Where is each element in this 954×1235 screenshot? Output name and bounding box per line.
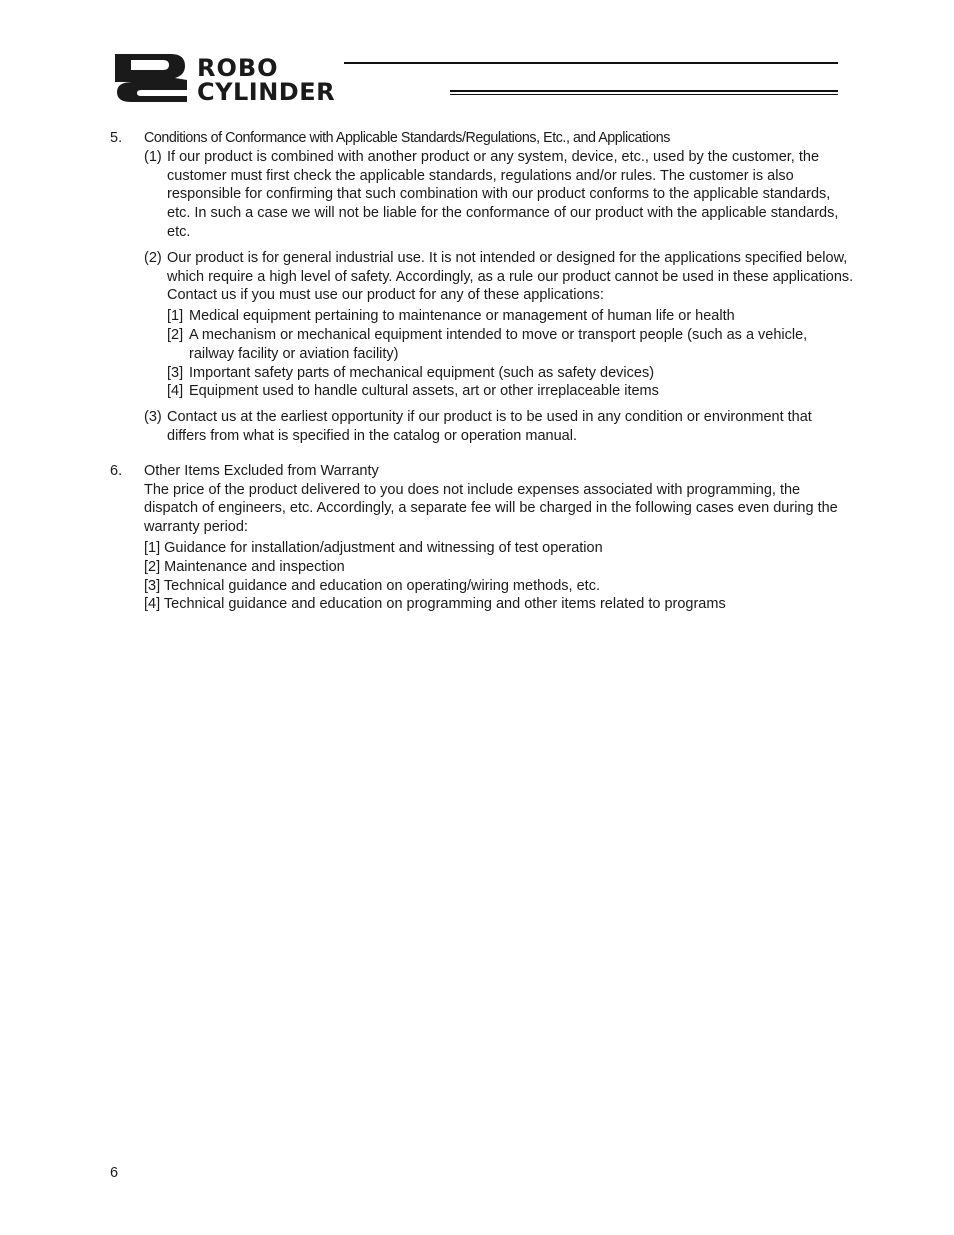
paragraph-number: (3) — [144, 409, 162, 426]
section-5 — [110, 129, 855, 446]
section-body: The price of the product delivered to you does not include expenses associated with programming, the dispatch of engineers, etc. Accordingly, a separate fee will be charged in the following cases even during the warranty period: — [144, 481, 838, 536]
header-rule-bottom — [450, 90, 838, 92]
page-number: 6 — [110, 1165, 119, 1181]
paragraph-number: (1) — [144, 148, 162, 165]
section-number: 6. — [110, 462, 123, 479]
list-item-number: [2] — [167, 326, 184, 343]
header-rule-bottom-thin — [450, 94, 838, 95]
paragraph-1 — [144, 148, 855, 242]
list-item: [3] Technical guidance and education on operating/wiring methods, etc. — [144, 577, 600, 594]
paragraph-2 — [144, 249, 855, 401]
list-item-number: [3] — [167, 364, 184, 381]
list-item — [167, 382, 855, 401]
list-item-text: Medical equipment pertaining to maintenance or management of human life or health — [189, 308, 735, 325]
section-number: 5. — [110, 130, 123, 146]
section-title: Other Items Excluded from Warranty — [144, 462, 379, 479]
paragraph-text: Contact us at the earliest opportunity if our product is to be used in any condition or environment that differs from what is specified in the catalog or operation manual. — [167, 409, 812, 444]
list-item — [167, 307, 855, 326]
paragraph-text: If our product is combined with another product or any system, device, etc., used by the customer, the customer must first check the applicable standards, regulations and/or rules. The customer is also responsible for confirming that such combination with our product conforms to the applicable standards, etc. In such a case we will not be liable for the conformance of our product with the applicable standards, etc. — [167, 148, 839, 240]
header-rule-top — [344, 62, 838, 64]
list-item-text: A mechanism or mechanical equipment intended to move or transport people (such as a vehicle, railway facility or aviation facility) — [189, 326, 808, 362]
logo-line1: ROBO — [197, 54, 279, 82]
list-item: [2] Maintenance and inspection — [144, 558, 345, 575]
list-item-number: [1] — [167, 308, 184, 325]
logo-line2: CYLINDER — [197, 78, 336, 104]
list-item: [1] Guidance for installation/adjustment and witnessing of test operation — [144, 539, 603, 556]
paragraph-3 — [144, 408, 855, 446]
section-6 — [110, 462, 855, 614]
section-title: Conditions of Conformance with Applicable Standards/Regulations, Etc., and Applications — [144, 130, 670, 146]
list-item-text: Equipment used to handle cultural assets, art or other irreplaceable items — [189, 383, 659, 400]
list-item — [167, 326, 855, 364]
paragraph-text: Our product is for general industrial use. It is not intended or designed for the applications specified below, which require a high level of safety. Accordingly, as a rule our product cannot be used in these applications. Contact us if you must use our product for any of these applications: — [167, 249, 854, 304]
list-item-number: [4] — [167, 383, 184, 400]
paragraph-number: (2) — [144, 249, 162, 266]
robo-cylinder-logo — [113, 52, 443, 104]
document-body — [110, 129, 855, 614]
list-item — [167, 364, 855, 383]
list-item: [4] Technical guidance and education on programming and other items related to programs — [144, 596, 726, 613]
list-item-text: Important safety parts of mechanical equipment (such as safety devices) — [189, 364, 655, 381]
